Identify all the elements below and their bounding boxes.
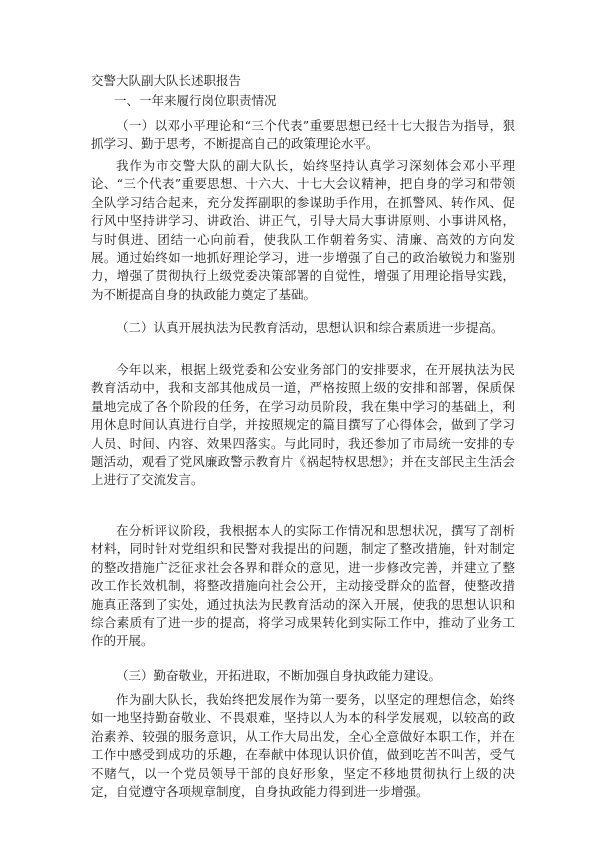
document-title: 交警大队副大队长述职报告	[91, 73, 242, 88]
paragraph-4: 今年以来，根据上级党委和公安业务部门的安排要求，在开展执法为民教育活动中，我和支部其他成员一道，严格按照上级的安排和部署，保质保量地完成了各个阶段的任务，在学习动员阶段，我在集中学习的基础上，利用休息时间认真进行自学，并按照规定的篇目撰写了心得体会，做到了学习人员、时间、内容、效果四落实。与此同时，我还参加了市局统一安排的专题活动，观看了党风廉政警示教育片《祸起特权思想》；并在支部民主生活会上进行了交流发言。	[91, 362, 515, 488]
paragraph-7: 作为副大队长，我始终把发展作为第一要务，以坚定的理想信念，始终如一地坚持勤奋敬业、不畏艰难，坚持以人为本的科学发展观，以较高的政治素养、较强的服务意识，从工作大局出发，全心全意做好本职工作，并在工作中感受到成功的乐趣，在奉献中体现认识价值，做到吃苦不叫苦，受气不赌气，以一个党员领导干部的良好形象，坚定不移地贯彻执行上级的决定，自觉遵守各项规章制度，自身执政能力得到进一步增强。	[91, 692, 515, 800]
paragraph-6-heading: （三）勤奋敬业，开拓进取，不断加强自身执政能力建设。	[116, 668, 442, 683]
paragraph-3-heading: （二）认真开展执法为民教育活动，思想认识和综合素质进一步提高。	[116, 320, 504, 335]
paragraph-5: 在分析评议阶段，我根据本人的实际工作情况和思想状况，撰写了剖析材料，同时针对党组织和民警对我提出的问题，制定了整改措施，针对制定的整改措施广泛征求社会各界和群众的意见，进一步修改完善，并建立了整改工作长效机制，将整改措施向社会公开，主动接受群众的监督，使整改措施真正落到了实处，通过执法为民教育活动的深入开展，使我的思想认识和综合素质有了进一步的提高，将学习成果转化到实际工作中，推动了业务工作的开展。	[91, 523, 515, 649]
section-heading: 一、一年来履行岗位职责情况	[114, 93, 277, 108]
paragraph-2: 我作为市交警大队的副大队长，始终坚持认真学习深刻体会邓小平理论、“三个代表”重要思想、十六大、十七大会议精神，把自身的学习和带领全队学习结合起来，充分发挥副职的参谋助手作用，在抓警风、转作风、促行风中坚持讲学习、讲政治、讲正气，引导大局大事讲原则、小事讲风格，与时俱进、团结一心向前看，使我队工作朝着务实、清廉、高效的方向发展。通过始终如一地抓好理论学习，进一步增强了自己的政治敏锐力和鉴别力，增强了贯彻执行上级党委决策部署的自觉性，增强了用理论指导实践，为不断提高自身的执政能力奠定了基础。	[91, 158, 515, 302]
paragraph-1-heading: （一）以邓小平理论和“三个代表”重要思想已经十七大报告为指导，狠抓学习、勤于思考，不断提高自己的政策理论水平。	[91, 118, 515, 152]
